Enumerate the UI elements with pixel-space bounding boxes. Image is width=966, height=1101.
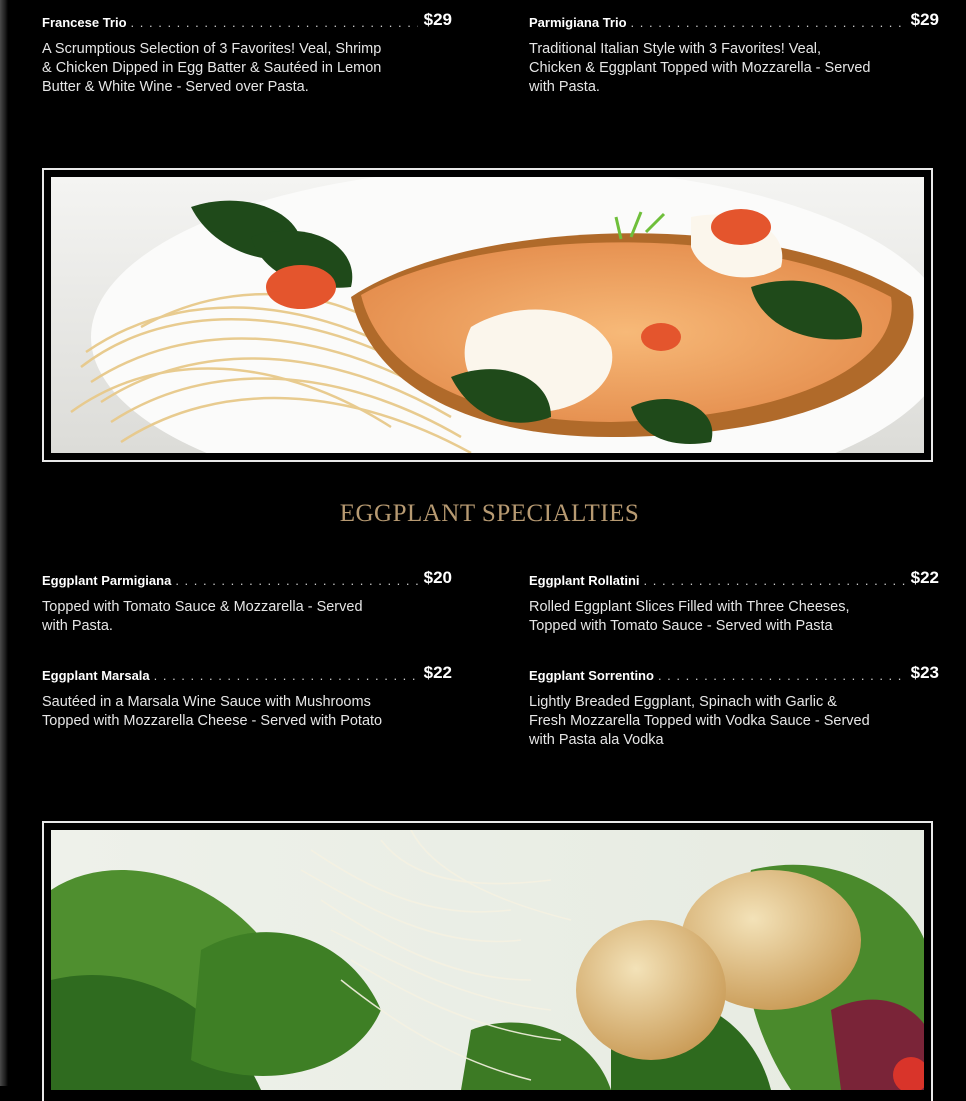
menu-item [42,665,452,731]
salad-image [51,830,924,1090]
item-price: $20 [423,568,452,587]
item-description: Lightly Breaded Eggplant, Spinach with Garlic & Fresh Mozzarella Topped with Vodka Sauce - Served with Pasta ala Vodka [529,694,870,748]
item-description: A Scrumptious Selection of 3 Favorites! Veal, Shrimp & Chicken Dipped in Egg Batter & Sautéed in Lemon Butter & White Wine - Served over Pasta. [42,41,382,95]
item-price: $22 [423,663,452,682]
item-name: Parmigiana Trio [529,15,627,30]
dot-leader [175,574,417,587]
item-name: Eggplant Sorrentino [529,668,654,683]
page-edge-bar [0,0,8,1086]
item-description: Topped with Tomato Sauce & Mozzarella - Served with Pasta. [42,599,363,634]
dot-leader [644,574,905,587]
item-name: Francese Trio [42,15,127,30]
item-name: Eggplant Parmigiana [42,573,172,588]
item-price: $23 [910,663,939,682]
item-description: Rolled Eggplant Slices Filled with Three Cheeses, Topped with Tomato Sauce - Served with Pasta [529,599,850,634]
food-photo-frame [42,821,933,1101]
item-description: Traditional Italian Style with 3 Favorites! Veal, Chicken & Eggplant Topped with Mozzarella - Served with Pasta. [529,41,871,95]
menu-item [529,665,939,750]
item-price: $22 [910,568,939,587]
item-description: Sautéed in a Marsala Wine Sauce with Mushrooms Topped with Mozzarella Cheese - Served with Potato [42,694,383,729]
dot-leader [658,669,905,682]
item-price: $29 [910,10,939,29]
menu-item [529,12,939,97]
pasta-dish-photo [51,177,924,453]
item-name: Eggplant Rollatini [529,573,640,588]
item-name: Eggplant Marsala [42,668,150,683]
section-title-eggplant-specialties: EGGPLANT SPECIALTIES [339,500,640,527]
pasta-dish-image [51,177,924,453]
dot-leader [631,16,905,29]
item-price: $29 [423,10,452,29]
menu-item [529,570,939,636]
dot-leader [131,16,418,29]
menu-item [42,570,452,636]
salad-photo [51,830,924,1094]
food-photo-frame [42,168,933,462]
menu-item [42,12,452,97]
dot-leader [154,669,418,682]
